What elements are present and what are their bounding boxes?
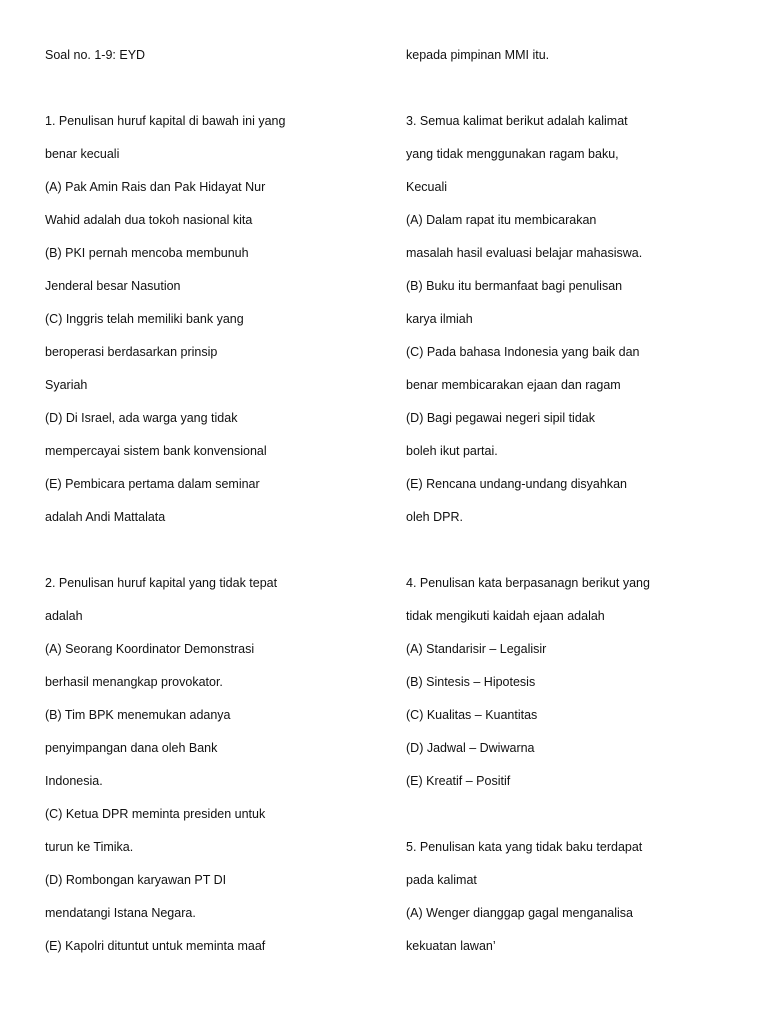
text-line: (D) Di Israel, ada warga yang tidak — [45, 411, 238, 425]
text-line: (A) Pak Amin Rais dan Pak Hidayat Nur — [45, 180, 266, 194]
text-line: (E) Pembicara pertama dalam seminar — [45, 477, 260, 491]
text-line: kekuatan lawan’ — [406, 939, 496, 953]
text-line: adalah Andi Mattalata — [45, 510, 166, 524]
text-line: (B) PKI pernah mencoba membunuh — [45, 246, 249, 260]
text-line: (B) Tim BPK menemukan adanya — [45, 708, 231, 722]
text-line: karya ilmiah — [406, 312, 473, 326]
text-line: (D) Jadwal – Dwiwarna — [406, 741, 535, 755]
text-line: Indonesia. — [45, 774, 103, 788]
text-line: 2. Penulisan huruf kapital yang tidak tepat — [45, 576, 278, 590]
text-line: (D) Bagi pegawai negeri sipil tidak — [406, 411, 595, 425]
left-column — [45, 39, 365, 963]
text-line: yang tidak menggunakan ragam baku, — [406, 147, 619, 161]
text-line: pada kalimat — [406, 873, 477, 887]
text-line: (E) Kapolri dituntut untuk meminta maaf — [45, 939, 266, 953]
text-line: (B) Sintesis – Hipotesis — [406, 675, 536, 689]
blank-line — [45, 72, 365, 105]
text-line: Wahid adalah dua tokoh nasional kita — [45, 213, 253, 227]
text-line: mendatangi Istana Negara. — [45, 906, 196, 920]
text-line: (A) Standarisir – Legalisir — [406, 642, 547, 656]
text-line: (C) Kualitas – Kuantitas — [406, 708, 538, 722]
text-line: beroperasi berdasarkan prinsip — [45, 345, 218, 359]
text-line: benar kecuali — [45, 147, 120, 161]
text-line: Kecuali — [406, 180, 447, 194]
text-line: tidak mengikuti kaidah ejaan adalah — [406, 609, 605, 623]
blank-line — [406, 534, 736, 567]
text-line: Soal no. 1-9: EYD — [45, 48, 146, 62]
text-line: turun ke Timika. — [45, 840, 134, 854]
text-line: (C) Ketua DPR meminta presiden untuk — [45, 807, 266, 821]
text-line: 5. Penulisan kata yang tidak baku terdapat — [406, 840, 643, 854]
text-line: (C) Pada bahasa Indonesia yang baik dan — [406, 345, 640, 359]
text-line: kepada pimpinan MMI itu. — [406, 48, 550, 62]
text-line: penyimpangan dana oleh Bank — [45, 741, 218, 755]
blank-line — [406, 72, 736, 105]
text-line: boleh ikut partai. — [406, 444, 498, 458]
text-line: 3. Semua kalimat berikut adalah kalimat — [406, 114, 628, 128]
text-line: berhasil menangkap provokator. — [45, 675, 223, 689]
text-line: (C) Inggris telah memiliki bank yang — [45, 312, 244, 326]
text-line: oleh DPR. — [406, 510, 463, 524]
right-column — [406, 39, 736, 963]
text-line: (A) Seorang Koordinator Demonstrasi — [45, 642, 255, 656]
text-line: (D) Rombongan karyawan PT DI — [45, 873, 227, 887]
text-line: (E) Kreatif – Positif — [406, 774, 511, 788]
text-line: benar membicarakan ejaan dan ragam — [406, 378, 621, 392]
text-line: (A) Dalam rapat itu membicarakan — [406, 213, 597, 227]
blank-line — [406, 798, 736, 831]
blank-line — [45, 534, 365, 567]
text-line: mempercayai sistem bank konvensional — [45, 444, 267, 458]
text-line: adalah — [45, 609, 83, 623]
text-line: Jenderal besar Nasution — [45, 279, 181, 293]
text-line: masalah hasil evaluasi belajar mahasiswa. — [406, 246, 643, 260]
text-line: (B) Buku itu bermanfaat bagi penulisan — [406, 279, 623, 293]
text-line: 4. Penulisan kata berpasanagn berikut yang — [406, 576, 650, 590]
text-line: Syariah — [45, 378, 88, 392]
text-line: (E) Rencana undang-undang disyahkan — [406, 477, 627, 491]
text-line: 1. Penulisan huruf kapital di bawah ini yang — [45, 114, 286, 128]
text-line: (A) Wenger dianggap gagal menganalisa — [406, 906, 634, 920]
